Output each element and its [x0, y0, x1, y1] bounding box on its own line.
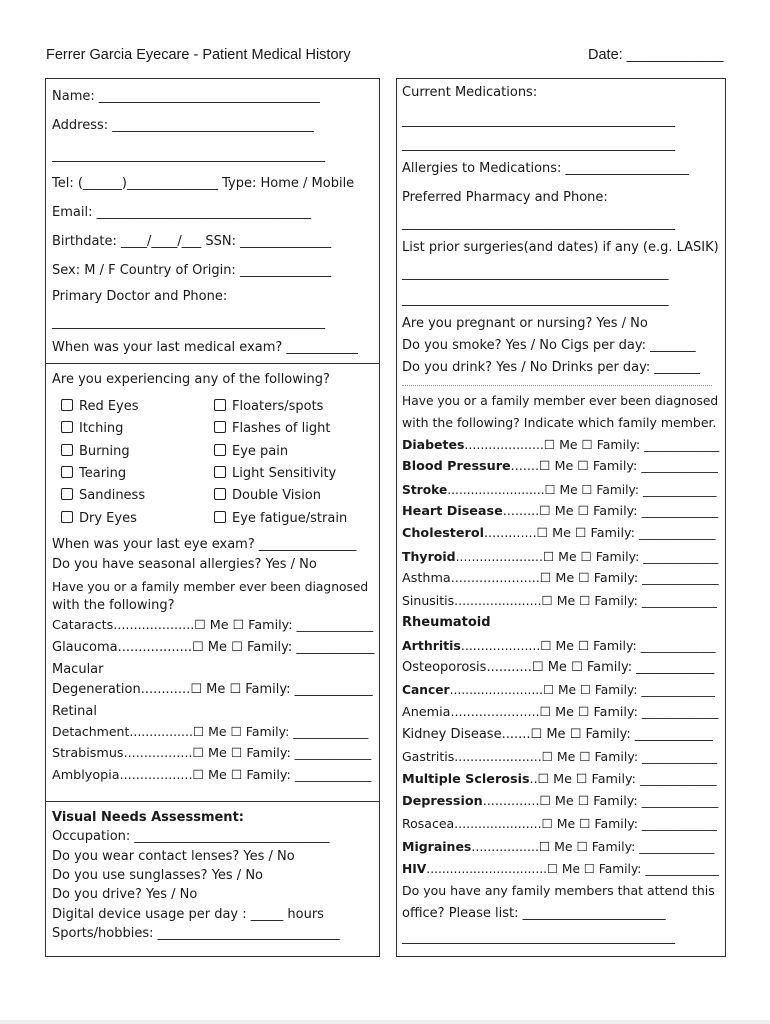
condition-name: Arthritis: [402, 638, 461, 653]
eye-condition-row: [52, 704, 97, 720]
leader-dots: ......................: [450, 571, 540, 586]
leader-dots: ......................: [454, 749, 542, 764]
page-bottom-bar: [0, 1020, 770, 1024]
leader-dots: ...........: [486, 660, 532, 675]
family-checkbox[interactable]: ☐ Family: ____________: [229, 682, 373, 697]
me-checkbox[interactable]: ☐ Me: [194, 618, 229, 633]
condition-name: Migraines: [402, 839, 472, 854]
drink-field[interactable]: Do you drink? Yes / No Drinks per day: _______: [402, 360, 700, 375]
symptom-item[interactable]: [214, 511, 347, 527]
allergies-field[interactable]: Allergies to Medications: ___________________: [402, 161, 690, 176]
condition-name: Diabetes: [402, 437, 465, 452]
checkbox[interactable]: [61, 421, 73, 433]
page-title: Ferrer Garcia Eyecare - Patient Medical History: [46, 47, 351, 63]
leader-dots: ....................: [460, 638, 541, 653]
condition-name: Anemia: [402, 705, 451, 720]
family-checkbox[interactable]: ☐ Family: ____________: [579, 593, 717, 608]
condition-row[interactable]: [402, 839, 714, 855]
family-checkbox[interactable]: ☐ Family: ____________: [581, 437, 720, 452]
checkbox[interactable]: [61, 511, 73, 523]
me-checkbox[interactable]: ☐ Me: [539, 459, 574, 474]
leader-dots: .............: [483, 526, 537, 541]
family-checkbox[interactable]: ☐ Family: ____________: [569, 727, 713, 742]
leader-dots: ..................: [117, 640, 193, 655]
condition-row[interactable]: [402, 682, 715, 698]
visual-needs-title: Visual Needs Assessment:: [52, 810, 244, 825]
condition-row[interactable]: [402, 727, 713, 743]
family-checkbox[interactable]: ☐ Family: ____________: [578, 705, 719, 720]
address-field[interactable]: Address: _______________________________: [52, 118, 314, 133]
symptom-item[interactable]: [61, 511, 137, 527]
pregnant-field[interactable]: Are you pregnant or nursing? Yes / No: [402, 316, 648, 331]
condition-name: HIV: [402, 862, 427, 876]
me-checkbox[interactable]: ☐ Me: [537, 772, 572, 787]
seasonal-allergies-field[interactable]: Do you have seasonal allergies? Yes / No: [52, 557, 317, 572]
condition-name: Glaucoma: [52, 640, 118, 655]
checkbox[interactable]: [214, 466, 226, 478]
eye-condition-row: [52, 662, 104, 678]
tel-field[interactable]: Tel: (______)______________ Type: Home / Mobile: [52, 176, 355, 191]
family-checkbox[interactable]: ☐ Family: ____________: [571, 660, 715, 675]
me-checkbox[interactable]: ☐ Me: [541, 816, 576, 831]
family-checkbox[interactable]: ☐ Family: ____________: [579, 749, 718, 764]
family-checkbox[interactable]: ☐ Family: ____________: [577, 504, 719, 519]
condition-name: Heart Disease: [402, 504, 503, 519]
condition-name: Macular: [52, 662, 104, 677]
checkbox[interactable]: [61, 444, 73, 456]
condition-name: Stroke: [402, 483, 448, 497]
condition-name: Strabismus: [52, 746, 124, 761]
leader-dots: ......................: [454, 593, 542, 608]
section-divider: [45, 363, 380, 364]
eye-condition-row[interactable]: [52, 682, 373, 698]
condition-row[interactable]: [402, 459, 718, 475]
me-checkbox[interactable]: ☐ Me: [541, 749, 576, 764]
symptom-item[interactable]: [214, 421, 330, 437]
condition-row[interactable]: [402, 593, 717, 609]
condition-name: Cholesterol: [402, 526, 484, 541]
condition-name: Detachment: [52, 724, 130, 739]
me-checkbox[interactable]: ☐ Me: [539, 794, 574, 809]
symptom-item[interactable]: [61, 421, 123, 437]
me-checkbox[interactable]: ☐ Me: [544, 483, 578, 497]
condition-row[interactable]: [402, 816, 717, 832]
checkbox[interactable]: [61, 399, 73, 411]
condition-row[interactable]: [402, 482, 716, 498]
symptom-item[interactable]: [214, 466, 336, 482]
symptom-label: Floaters/spots: [232, 399, 324, 414]
family-checkbox[interactable]: ☐ Family: ____________: [581, 483, 717, 497]
symptom-item[interactable]: [214, 488, 321, 504]
eye-condition-row[interactable]: [52, 768, 371, 784]
condition-row[interactable]: [402, 861, 719, 877]
condition-name: Amblyopia: [52, 768, 120, 783]
me-checkbox[interactable]: ☐ Me: [542, 549, 577, 564]
family-checkbox[interactable]: ☐ Family: ____________: [577, 459, 718, 474]
condition-name: Rheumatoid: [402, 615, 491, 630]
condition-row[interactable]: [402, 571, 719, 587]
leader-dots: .........: [502, 504, 540, 519]
condition-name: Osteoporosis: [402, 660, 487, 675]
condition-row[interactable]: [402, 437, 719, 453]
primary-doctor-line[interactable]: __________________________________________: [52, 315, 325, 330]
me-checkbox[interactable]: ☐ Me: [543, 437, 578, 452]
checkbox[interactable]: [214, 511, 226, 523]
leader-dots: ......................: [450, 705, 540, 720]
symptom-item[interactable]: [61, 466, 126, 482]
symptom-label: Dry Eyes: [79, 511, 137, 526]
symptom-item[interactable]: [61, 488, 145, 504]
me-checkbox[interactable]: ☐ Me: [543, 683, 577, 697]
last-medical-exam-field[interactable]: When was your last medical exam? ___________: [52, 340, 358, 355]
family-checkbox[interactable]: ☐ Family: ____________: [230, 746, 372, 761]
family-checkbox[interactable]: ☐ Family: ____________: [576, 839, 715, 854]
eye-condition-row[interactable]: [52, 746, 371, 762]
sunglasses-field[interactable]: Do you use sunglasses? Yes / No: [52, 868, 263, 883]
leader-dots: ....................: [464, 437, 544, 452]
family-checkbox[interactable]: ☐ Family: ____________: [230, 724, 369, 739]
leader-dots: ..: [529, 772, 538, 787]
sports-field[interactable]: Sports/hobbies: ____________________________: [52, 926, 340, 941]
leader-dots: ................: [129, 724, 193, 739]
eye-condition-row[interactable]: [52, 640, 374, 656]
me-checkbox[interactable]: ☐ Me: [190, 682, 226, 697]
family-attend-line[interactable]: __________________________________________: [402, 930, 675, 945]
diagnosed-question-cont: with the following?: [52, 598, 175, 613]
condition-row[interactable]: [402, 772, 716, 788]
condition-row: [402, 615, 491, 631]
leader-dots: ..............: [482, 794, 540, 809]
name-field[interactable]: Name: __________________________________: [52, 89, 320, 104]
me-checkbox[interactable]: ☐ Me: [541, 593, 576, 608]
me-checkbox[interactable]: ☐ Me: [192, 768, 227, 783]
current-medications-label: Current Medications:: [402, 85, 538, 100]
symptom-item[interactable]: [61, 399, 139, 415]
eye-condition-row[interactable]: [52, 618, 373, 634]
surgeries-label: List prior surgeries(and dates) if any (e.g. LASIK): [402, 240, 719, 255]
symptom-label: Flashes of light: [232, 421, 331, 436]
symptom-label: Double Vision: [232, 488, 321, 503]
condition-name: Gastritis: [402, 749, 455, 764]
symptom-item[interactable]: [214, 399, 323, 415]
me-checkbox[interactable]: ☐ Me: [192, 724, 227, 739]
family-checkbox[interactable]: ☐ Family: ____________: [575, 526, 716, 541]
surgeries-line[interactable]: _________________________________________: [402, 292, 669, 307]
email-field[interactable]: Email: _________________________________: [52, 205, 312, 220]
leader-dots: .......: [501, 727, 531, 742]
family-attend-field[interactable]: office? Please list: ______________________: [402, 906, 666, 921]
condition-row[interactable]: [402, 794, 718, 810]
condition-row[interactable]: [402, 705, 718, 721]
checkbox[interactable]: [214, 421, 226, 433]
smoke-field[interactable]: Do you smoke? Yes / No Cigs per day: _______: [402, 338, 696, 353]
me-checkbox[interactable]: ☐ Me: [538, 839, 573, 854]
condition-name: Multiple Sclerosis: [402, 772, 530, 787]
address-line-2[interactable]: __________________________________________: [52, 148, 325, 163]
leader-dots: .................: [123, 746, 193, 761]
condition-name: Sinusitis: [402, 593, 455, 608]
family-attend-question: Do you have any family members that attend this: [402, 883, 715, 898]
medications-line[interactable]: __________________________________________: [402, 137, 675, 152]
eye-condition-row[interactable]: [52, 724, 368, 740]
condition-row[interactable]: [402, 638, 716, 654]
symptoms-question: Are you experiencing any of the following?: [52, 372, 330, 387]
leader-dots: .........................: [447, 483, 545, 497]
leader-dots: ...............................: [426, 862, 548, 876]
condition-name: Kidney Disease: [402, 727, 502, 742]
last-eye-exam-field[interactable]: When was your last eye exam? _______________: [52, 537, 357, 552]
symptom-label: Red Eyes: [79, 399, 139, 414]
dotted-divider: [402, 385, 712, 386]
family-checkbox[interactable]: ☐ Family: ____________: [579, 816, 717, 831]
leader-dots: .................: [471, 839, 539, 854]
me-checkbox[interactable]: ☐ Me: [539, 705, 574, 720]
family-checkbox[interactable]: ☐ Family: ____________: [231, 640, 375, 655]
date-field[interactable]: Date: ____________: [588, 47, 724, 63]
leader-dots: ............: [140, 682, 191, 697]
sex-country-field[interactable]: Sex: M / F Country of Origin: ______________: [52, 263, 331, 278]
family-checkbox[interactable]: ☐ Family: ____________: [577, 638, 716, 653]
symptom-label: Tearing: [79, 466, 127, 481]
checkbox[interactable]: [61, 488, 73, 500]
condition-row[interactable]: [402, 660, 714, 676]
me-checkbox[interactable]: ☐ Me: [192, 746, 227, 761]
me-checkbox[interactable]: ☐ Me: [539, 504, 574, 519]
leader-dots: ..................: [119, 768, 193, 783]
family-checkbox[interactable]: ☐ Family: ____________: [232, 618, 374, 633]
symptom-label: Light Sensitivity: [232, 466, 337, 481]
symptom-label: Itching: [79, 421, 124, 436]
leader-dots: ......................: [455, 549, 543, 564]
condition-name: Degeneration: [52, 682, 141, 697]
medical-history-question-cont: with the following? Indicate which family member.: [402, 415, 717, 430]
primary-doctor-label: Primary Doctor and Phone:: [52, 289, 228, 304]
leader-dots: ........................: [449, 683, 544, 697]
me-checkbox[interactable]: ☐ Me: [536, 526, 571, 541]
checkbox[interactable]: [214, 399, 226, 411]
leader-dots: .......: [510, 459, 540, 474]
me-checkbox[interactable]: ☐ Me: [530, 727, 566, 742]
condition-name: Rosacea: [402, 816, 455, 831]
symptom-item[interactable]: [214, 444, 288, 460]
checkbox[interactable]: [214, 488, 226, 500]
condition-name: Cataracts: [52, 618, 114, 633]
leader-dots: ....................: [113, 618, 195, 633]
drive-field[interactable]: Do you drive? Yes / No: [52, 887, 198, 902]
symptom-label: Eye fatigue/strain: [232, 511, 348, 526]
condition-row[interactable]: [402, 549, 718, 565]
family-checkbox[interactable]: ☐ Family: ____________: [230, 768, 372, 783]
device-usage-field[interactable]: Digital device usage per day : _____ hours: [52, 907, 324, 922]
checkbox[interactable]: [214, 444, 226, 456]
symptom-label: Burning: [79, 444, 130, 459]
occupation-field[interactable]: Occupation: ______________________________: [52, 829, 330, 844]
family-checkbox[interactable]: ☐ Family: ____________: [576, 772, 717, 787]
surgeries-line[interactable]: _________________________________________: [402, 266, 669, 281]
family-checkbox[interactable]: ☐ Family: ____________: [583, 862, 719, 876]
me-checkbox[interactable]: ☐ Me: [192, 640, 228, 655]
symptom-label: Eye pain: [232, 444, 289, 459]
family-checkbox[interactable]: ☐ Family: ____________: [578, 571, 719, 586]
me-checkbox[interactable]: ☐ Me: [540, 638, 574, 653]
condition-name: Cancer: [402, 683, 450, 697]
condition-row[interactable]: [402, 504, 718, 520]
symptom-label: Sandiness: [79, 488, 146, 503]
me-checkbox[interactable]: ☐ Me: [531, 660, 567, 675]
condition-name: Depression: [402, 794, 483, 809]
condition-name: Retinal: [52, 704, 97, 719]
condition-name: Asthma: [402, 571, 451, 586]
medications-line[interactable]: __________________________________________: [402, 113, 675, 128]
family-checkbox[interactable]: ☐ Family: ____________: [577, 794, 719, 809]
leader-dots: ......................: [454, 816, 542, 831]
diagnosed-question: Have you or a family member ever been diagnosed: [52, 580, 369, 594]
checkbox[interactable]: [61, 466, 73, 478]
pharmacy-label: Preferred Pharmacy and Phone:: [402, 190, 608, 205]
symptom-item[interactable]: [61, 444, 130, 460]
condition-row[interactable]: [402, 749, 717, 765]
me-checkbox[interactable]: ☐ Me: [547, 862, 580, 876]
condition-name: Blood Pressure: [402, 459, 511, 474]
birthdate-ssn-field[interactable]: Birthdate: ____/____/___ SSN: ______________: [52, 234, 332, 249]
condition-name: Thyroid: [402, 549, 456, 564]
pharmacy-line[interactable]: __________________________________________: [402, 216, 675, 231]
medical-history-question: Have you or a family member ever been diagnosed: [402, 394, 719, 408]
contacts-field[interactable]: Do you wear contact lenses? Yes / No: [52, 849, 295, 864]
family-checkbox[interactable]: ☐ Family: ____________: [579, 683, 715, 697]
me-checkbox[interactable]: ☐ Me: [539, 571, 575, 586]
condition-row[interactable]: [402, 526, 715, 542]
family-checkbox[interactable]: ☐ Family: ____________: [580, 549, 719, 564]
